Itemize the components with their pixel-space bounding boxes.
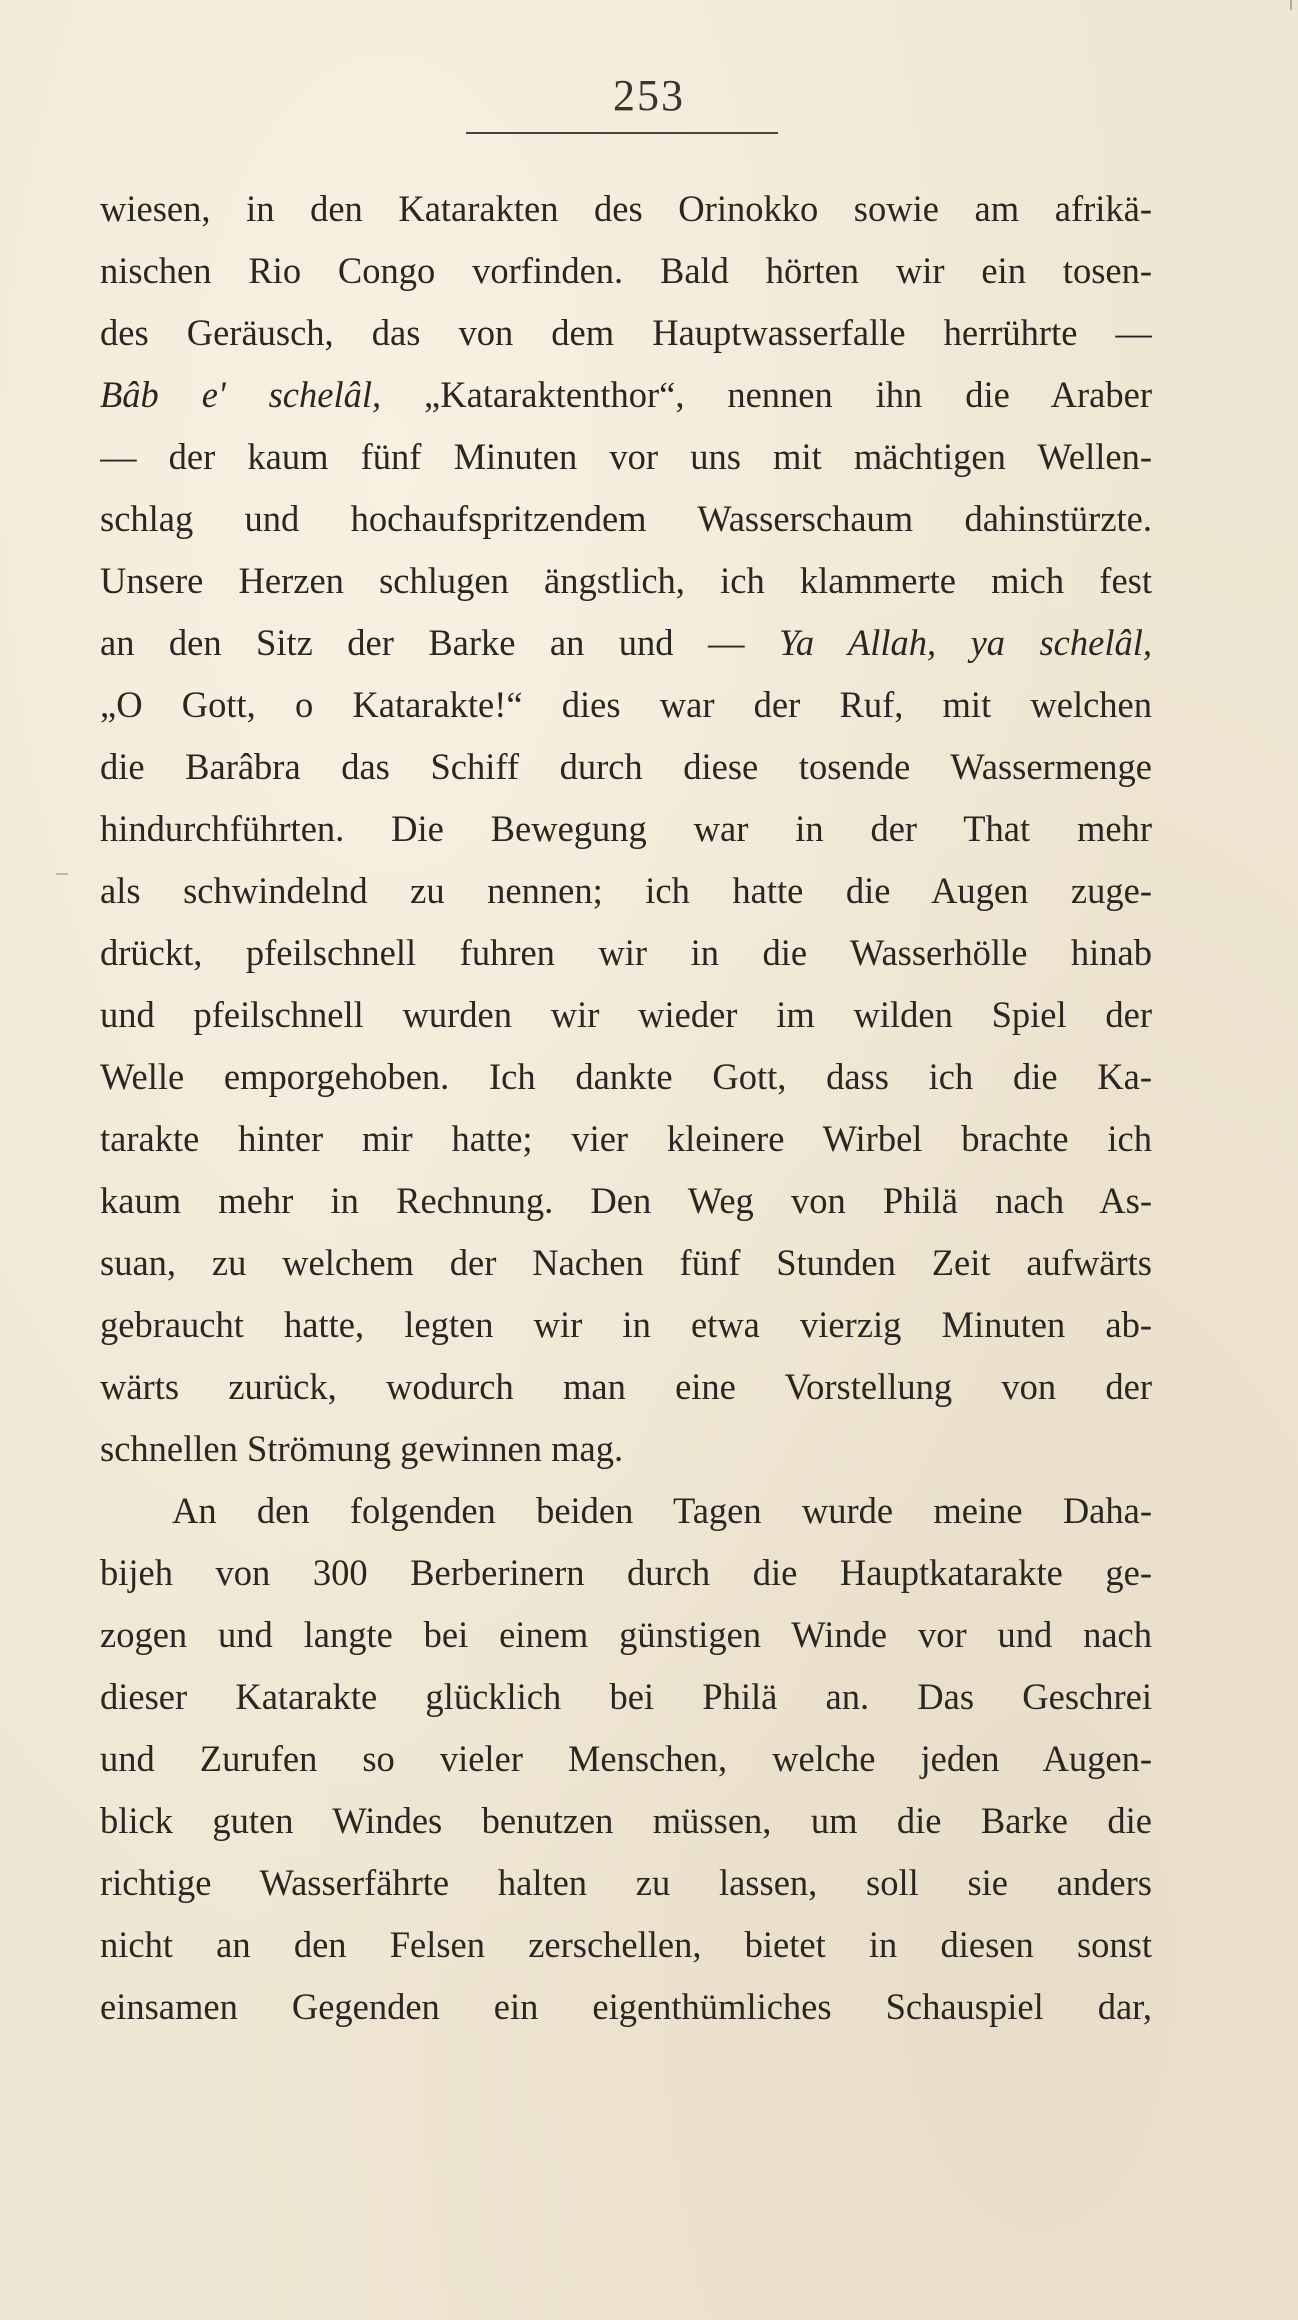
line-text: wärts zurück, wodurch man eine Vorstellung von der: [100, 1366, 1152, 1407]
text-line: [100, 1356, 1152, 1418]
text-line: [100, 550, 1152, 612]
line-text: und pfeilschnell wurden wir wieder im wilden Spiel der: [100, 994, 1152, 1035]
text-line: [100, 922, 1152, 984]
page-corner-mark: [1280, 0, 1292, 10]
text-line: [100, 1914, 1152, 1976]
text-line: [100, 178, 1152, 240]
line-text: schlag und hochaufspritzendem Wasserschaum dahinstürzte.: [100, 498, 1152, 539]
header-rule: [466, 132, 778, 134]
line-text: blick guten Windes benutzen müssen, um die Barke die: [100, 1800, 1152, 1841]
line-text: des Geräusch, das von dem Hauptwasserfalle herrührte —: [100, 312, 1152, 353]
text-line: [100, 426, 1152, 488]
line-text: kaum mehr in Rechnung. Den Weg von Philä nach As-: [100, 1180, 1152, 1221]
text-line: [100, 488, 1152, 550]
text-line: [100, 1232, 1152, 1294]
line-text: An den folgenden beiden Tagen wurde meine Daha-: [172, 1490, 1152, 1531]
line-text: zogen und langte bei einem günstigen Winde vor und nach: [100, 1614, 1152, 1655]
text-line: [100, 1480, 1152, 1542]
text-line: [100, 1108, 1152, 1170]
text-line: [100, 1976, 1152, 2038]
line-text: Unsere Herzen schlugen ängstlich, ich klammerte mich fest: [100, 560, 1152, 601]
italic-phrase: Ya Allah, ya schelâl,: [778, 622, 1152, 663]
text-line: [100, 1728, 1152, 1790]
line-text: dieser Katarakte glücklich bei Philä an. Das Geschrei: [100, 1676, 1152, 1717]
line-text: bijeh von 300 Berberinern durch die Hauptkatarakte ge-: [100, 1552, 1152, 1593]
line-text: schnellen Strömung gewinnen mag.: [100, 1428, 624, 1469]
text-line: [100, 1418, 1152, 1480]
line-text: hindurchführten. Die Bewegung war in der That mehr: [100, 808, 1152, 849]
line-text: richtige Wasserfährte halten zu lassen, soll sie anders: [100, 1862, 1152, 1903]
text-line: [100, 1542, 1152, 1604]
line-text: gebraucht hatte, legten wir in etwa vierzig Minuten ab-: [100, 1304, 1152, 1345]
line-text: drückt, pfeilschnell fuhren wir in die Wasserhölle hinab: [100, 932, 1152, 973]
text-line: [100, 1046, 1152, 1108]
text-line: [100, 860, 1152, 922]
line-text: an den Sitz der Barke an und —: [100, 622, 779, 663]
text-line: [100, 1294, 1152, 1356]
line-text: tarakte hinter mir hatte; vier kleinere Wirbel brachte ich: [100, 1118, 1152, 1159]
line-text: suan, zu welchem der Nachen fünf Stunden Zeit aufwärts: [100, 1242, 1152, 1283]
text-line: [100, 1170, 1152, 1232]
line-text: und Zurufen so vieler Menschen, welche jeden Augen-: [100, 1738, 1152, 1779]
line-text: nicht an den Felsen zerschellen, bietet in diesen sonst: [100, 1924, 1152, 1965]
line-text: als schwindelnd zu nennen; ich hatte die Augen zuge-: [100, 870, 1152, 911]
text-line: [100, 736, 1152, 798]
text-line: [100, 1852, 1152, 1914]
text-line: [100, 1604, 1152, 1666]
body-text: [100, 178, 1152, 2038]
line-text: die Barâbra das Schiff durch diese tosende Wassermenge: [100, 746, 1152, 787]
line-text: einsamen Gegenden ein eigenthümliches Schauspiel dar,: [100, 1986, 1152, 2027]
italic-phrase: Bâb e' schelâl,: [100, 374, 382, 415]
text-line: [100, 240, 1152, 302]
text-line: [100, 984, 1152, 1046]
line-text: — der kaum fünf Minuten vor uns mit mächtigen Wellen-: [100, 436, 1152, 477]
line-text: „Kataraktenthor“, nennen ihn die Araber: [381, 374, 1152, 415]
text-line: [100, 302, 1152, 364]
page-number: 253: [613, 71, 685, 120]
margin-mark: [56, 873, 68, 875]
text-line: [100, 798, 1152, 860]
line-text: „O Gott, o Katarakte!“ dies war der Ruf, mit welchen: [100, 684, 1152, 725]
line-text: nischen Rio Congo vorfinden. Bald hörten wir ein tosen-: [100, 250, 1152, 291]
text-line: [100, 612, 1152, 674]
text-line: [100, 1790, 1152, 1852]
line-text: Welle emporgehoben. Ich dankte Gott, dass ich die Ka-: [100, 1056, 1152, 1097]
line-text: wiesen, in den Katarakten des Orinokko sowie am afrikä-: [100, 188, 1152, 229]
text-line: [100, 364, 1152, 426]
text-line: [100, 674, 1152, 736]
text-line: [100, 1666, 1152, 1728]
